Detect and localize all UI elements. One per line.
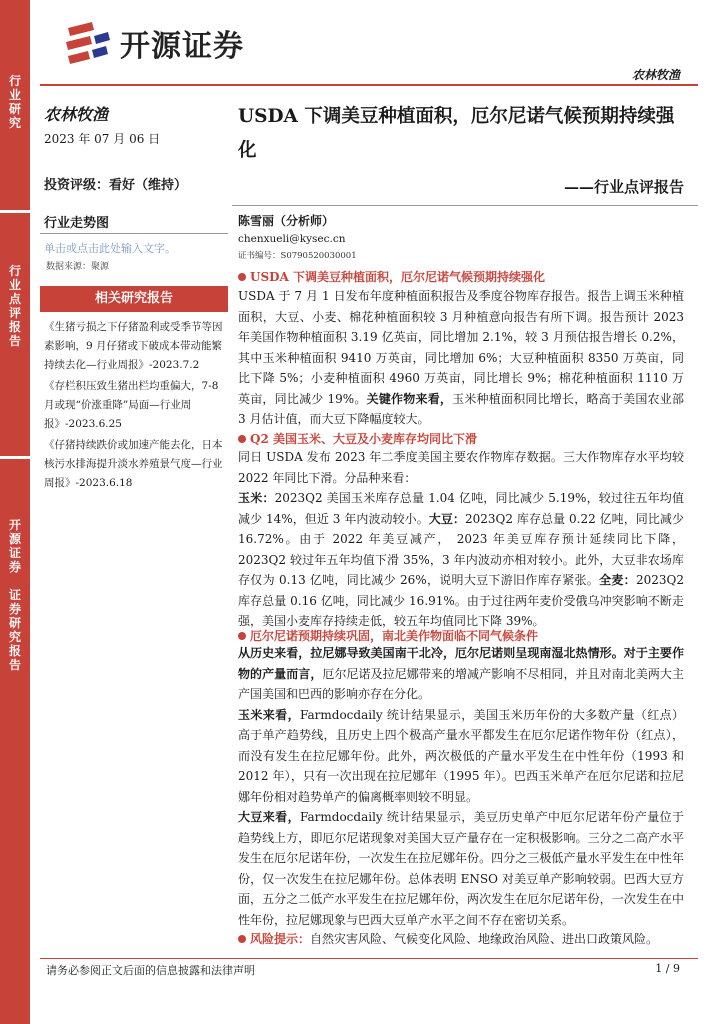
section-title: Q2 美国玉米、大豆及小麦库存均同比下滑 [250,432,477,446]
risk-section [238,930,658,947]
logo-text: 开源证券 [120,29,244,64]
body-bold: 玉米： [238,491,275,505]
page-number: 1 / 9 [655,962,680,975]
report-type: ——行业点评报告 [563,178,684,196]
report-title: USDA 下调美豆种植面积，厄尔尼诺气候预期持续强化 [238,106,675,161]
body-text: 2023Q2 库存总量 0.16 亿吨，同比减少 16.91%。由于过往两年麦价受俄乌冲突影响不断走强，美国小麦库存持续走低，较五年均值同比下降 39%。 [238,573,684,628]
analyst-certificate: 证书编号：S0790520030001 [238,251,357,261]
body-text: Farmdocdaily 统计结果显示，美豆历史单产中厄尔尼诺年份产量位于趋势线上方，即厄尔尼诺现象对美国大豆产量存在一定积极影响。三分之二高产水平发生在厄尔尼诺年份，一次发生在拉尼娜年份。四分之三极低产量水平发生在中性年份，仅一次发生在拉尼娜年份。总体表明 ENSO 对美豆单产影响较弱。巴西大豆方面，五分之二低产水平发生在拉尼娜年份，两次发生在厄尔尼诺年份，一次发生在中性年份，拉尼娜现象与巴西大豆单产水平之间不存在密切关系。 [238,810,684,927]
sector-name: 农林牧渔 [44,105,109,124]
report-date: 2023 年 07 月 06 日 [44,132,161,146]
section-title: USDA 下调美豆种植面积，厄尔尼诺气候预期持续强化 [250,270,546,284]
body-text: 厄尔尼诺及拉尼娜带来的增减产影响不尽相同，并且对南北美两大主产国美国和巴西的影响亦存在分化。 [238,666,684,701]
bullet-icon [238,435,246,443]
analyst-email[interactable]: chenxueli@kysec.cn [238,233,346,245]
related-reports-header: 相关研究报告 [40,286,228,312]
footer-divider [40,958,698,959]
logo-icon [64,20,112,66]
section-body [238,643,684,930]
body-text: Farmdocdaily 统计结果显示，美国玉米历年份的大多数产量（红点）高于单产趋势线，且历史上四个极高产量水平都发生在厄尔尼诺作物年份（红点），而没有发生在拉尼娜年份。此外，两次极低的产量水平发生在中性年份（1993 和 2012 年），只有一次出现在拉尼娜年（1995 年）。巴西玉米单产在厄尔尼诺和拉尼娜年份相对趋势单产的偏离概率则较不明显。 [238,707,684,804]
bullet-icon [238,935,246,943]
body-text: 玉米种植面积同比增长，略高于美国农业部 3 月估计值，而大豆下降幅度较大。 [238,391,684,426]
section-heading [238,430,477,447]
risk-text: 自然灾害风险、气候变化风险、地缘政治风险、进出口政策风险。 [310,932,659,946]
section-heading [238,627,538,644]
risk-label: 风险提示： [250,932,311,946]
bullet-icon [238,273,246,281]
sidebar-label-top: 行 业 研 究 [8,74,21,130]
body-bold: 全麦： [599,573,636,587]
section-body [238,447,684,632]
body-bold: 大豆来看， [238,810,300,824]
body-text: 同日 USDA 发布 2023 年二季度美国主要农作物库存数据。三大作物库存水平均较 2022 年同比下滑。分品种来看： [238,450,684,485]
section-heading [238,268,545,285]
header-sector-tag: 农林牧渔 [631,68,680,82]
text-placeholder[interactable]: 单击或点击此处输入文字。 [44,242,176,255]
body-bold: 玉米来看， [238,707,300,722]
bullet-icon [238,632,246,640]
section-body [238,286,684,430]
body-text: USDA 于 7 月 1 日发布年度种植面积报告及季度谷物库存报告。报告上调玉米种植面积，大豆、小麦、棉花种植面积较 3 月种植意向报告有所下调。报告预计 2023 年美国作物种植面积 3.19 亿英亩，同比增加 2.1%，较 3 月预估报告增长 0.2%，其中玉米种植面积 9410 万英亩，同比增加 6%；大豆种植面积 8350 万英亩，同比下降 5%；小麦种植面积 4960 万英亩，同比增长 9%；棉花种植面积 1110 万英亩，同比减少 19%。 [238,289,684,406]
company-logo [64,18,244,68]
sidebar-label-bottom: 开 源 证 券 证 券 研 究 报 告 [8,518,21,672]
related-report-item[interactable]: 《仔猪持续跌价或加速产能去化，日本核污水排海提升淡水养殖景气度—行业周报》-2023.6.18 [44,439,223,489]
body-text: 2023Q2 美国玉米库存总量 1.04 亿吨，同比减少 5.19%，较过往五年均值减少 14%，但近 3 年内波动较小。 [238,491,684,526]
body-bold: 关键作物来看， [366,391,453,406]
related-report-item[interactable]: 《生猪亏损之下仔猪盈利或受季节等因素影响，9 月仔猪或下破成本带动能繁持续去化—行业周报》-2023.7.2 [44,321,223,371]
body-text: 2023Q2 库存总量 0.22 亿吨，同比减少 16.72%。由于 2022 年美豆减产， 2023 年美豆库存预计延续同比下降，2023Q2 较过年五年均值下滑 35%，3 年内波动亦相对较小。此外，大豆非农场库存仅为 0.13 亿吨，同比减少 26%，说明大豆下游旧作库存紧张。 [238,511,684,587]
sidebar-label-middle: 行 业 点 评 报 告 [8,264,21,348]
body-bold: 大豆： [428,511,465,526]
footer-disclaimer[interactable]: 请务必参阅正文后面的信息披露和法律声明 [46,964,255,977]
trend-chart-title: 行业走势图 [44,216,110,231]
trend-divider [40,233,228,234]
header-divider [40,84,698,86]
sidebar-divider [0,210,30,213]
analyst-name: 陈雪丽（分析师） [238,214,335,228]
analyst-divider [232,205,698,206]
related-reports-list [44,318,228,495]
related-report-item[interactable]: 《存栏积压致生猪出栏均重偏大，7-8 月或现“价涨重降”局面—行业周报》-2023.6.25 [44,380,219,430]
sidebar-divider [0,456,30,459]
section-title: 厄尔尼诺预期持续巩固，南北美作物面临不同气候条件 [250,629,539,643]
body-bold: 从历史来看，拉尼娜导致美国南干北冷，厄尔尼诺则呈现南湿北热情形。对于主要作物的产量而言， [238,646,684,681]
investment-rating: 投资评级：看好（维持） [44,178,188,193]
data-source: 数据来源：聚源 [46,262,110,272]
